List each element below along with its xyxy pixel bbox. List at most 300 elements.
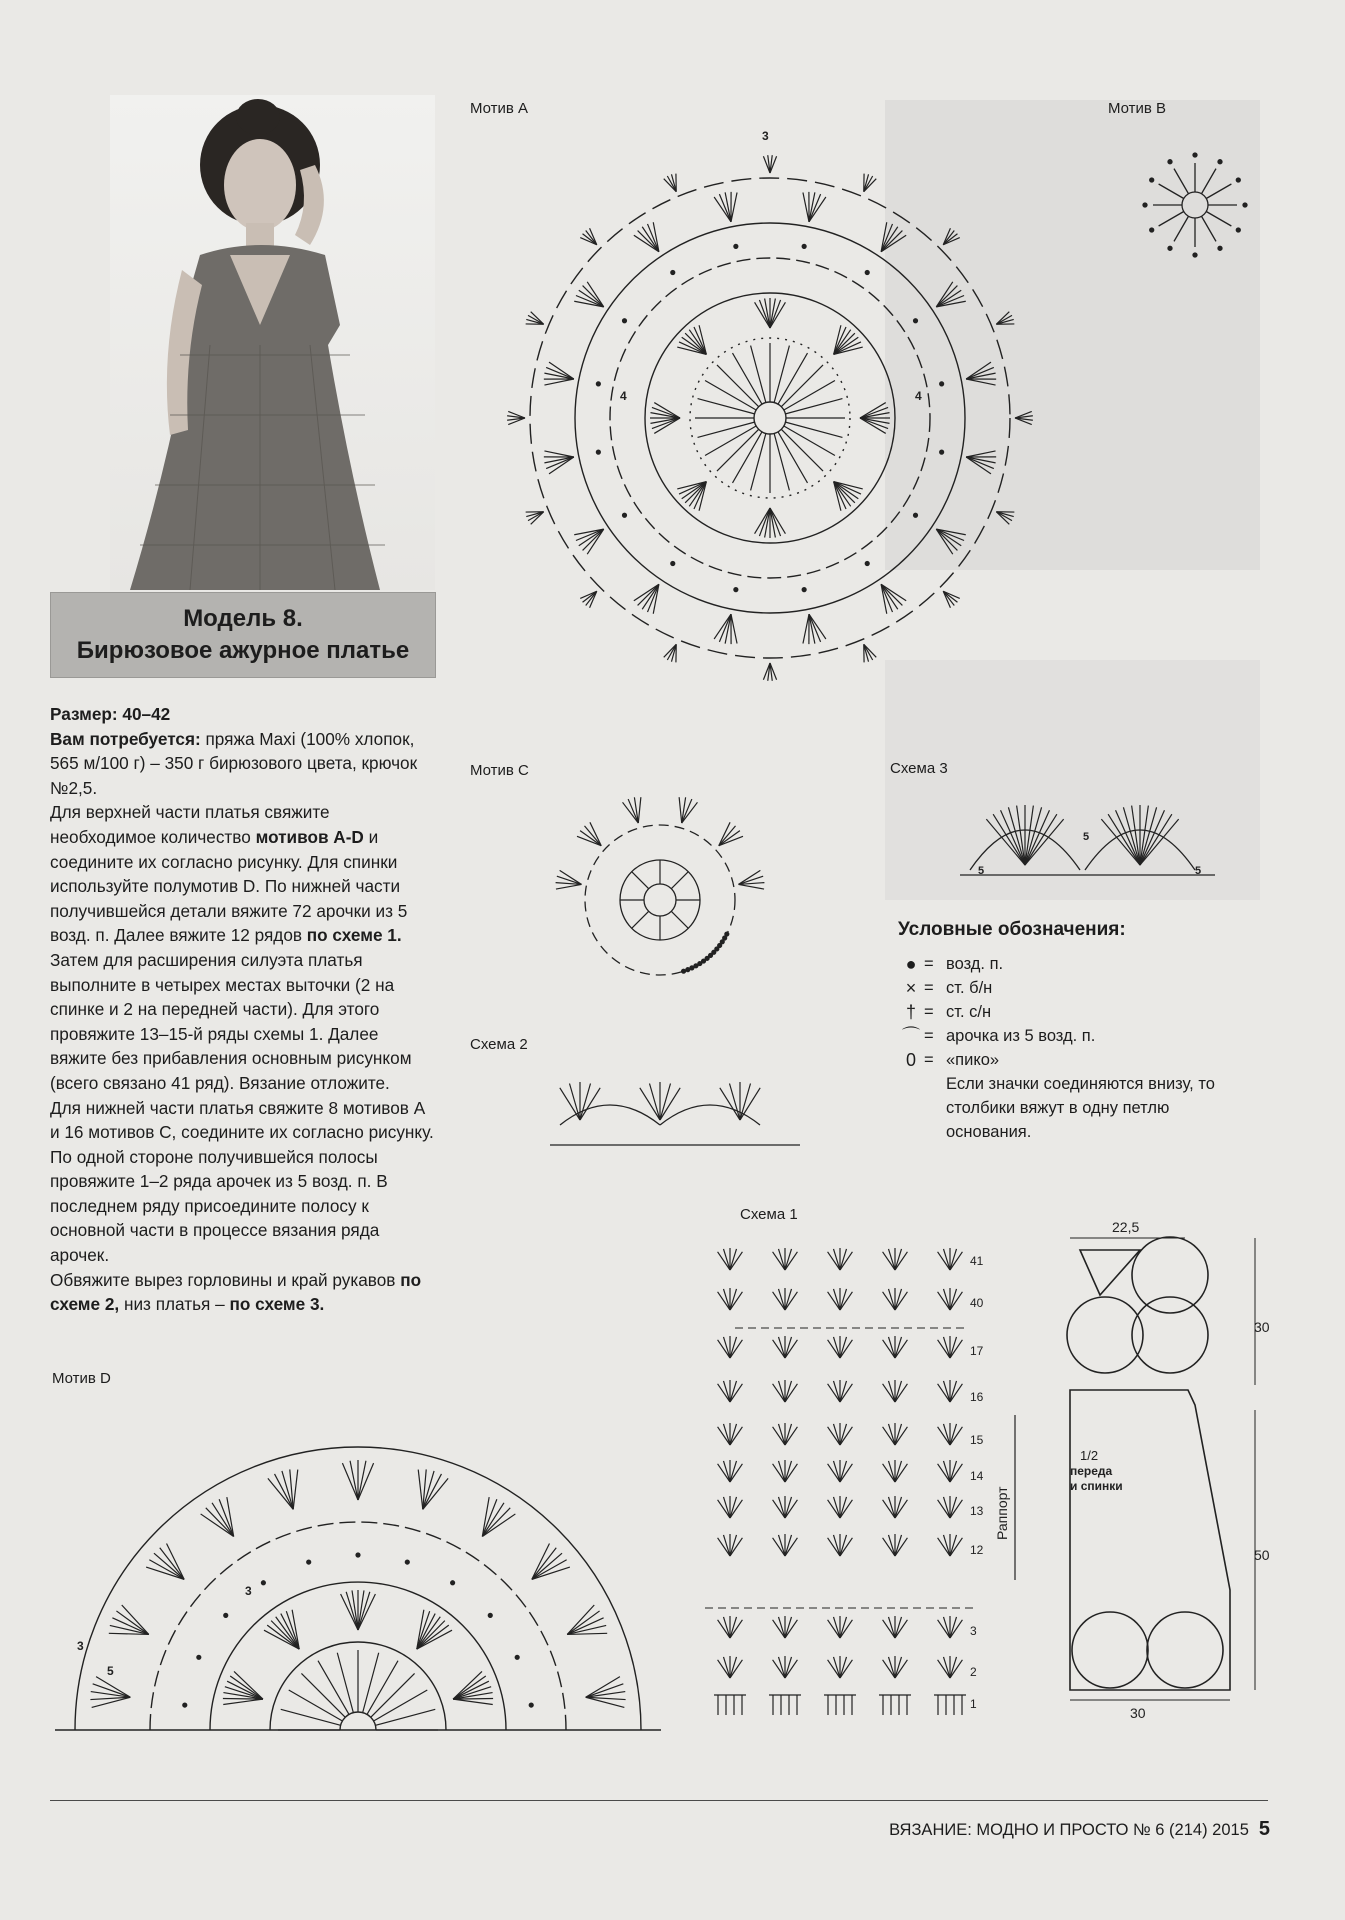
motif-b-diagram	[1130, 140, 1260, 270]
stitch-mark	[778, 1461, 785, 1482]
stitch-mark	[122, 1605, 149, 1634]
chain-dot	[1193, 253, 1197, 257]
stitch-mark	[950, 1500, 962, 1518]
stitch-mark	[778, 1657, 785, 1678]
stitch-mark	[803, 614, 809, 643]
stitch-mark	[828, 1292, 840, 1310]
article-title-box	[50, 592, 436, 678]
stitch-mark	[632, 911, 649, 928]
motif-d-number: 5	[107, 1664, 114, 1678]
stitch-mark	[773, 1500, 785, 1518]
motif-a-number: 4	[620, 389, 627, 403]
chain-dot	[1168, 246, 1172, 250]
chain-dot	[698, 962, 702, 966]
paragraph-1c: и соедините их согласно рисунку. Для спинки используйте полумотив D. По нижней части получившейся детали вяжите 72 арочки из 5 возд. п. Далее вяжите 12 рядов	[50, 826, 408, 946]
scheme-3-label: Схема 3	[890, 760, 948, 777]
stitch-mark	[423, 1478, 448, 1509]
stitch-mark	[785, 1292, 797, 1310]
chain-dot	[686, 968, 690, 972]
stitch-mark	[950, 1289, 957, 1310]
stitch-mark	[730, 1500, 742, 1518]
model-photo	[110, 95, 435, 590]
stitch-mark	[289, 1690, 343, 1721]
stitch-mark	[833, 1657, 840, 1678]
stitch-mark	[730, 1340, 742, 1358]
stitch-mark	[1123, 807, 1140, 865]
chain-dot	[1236, 228, 1240, 232]
chain-dot	[865, 562, 869, 566]
stitch-mark	[733, 353, 763, 404]
stitch-mark	[895, 1249, 902, 1270]
stitch-mark	[1202, 216, 1217, 241]
stitch-mark	[532, 1548, 556, 1580]
stitch-mark	[785, 1461, 792, 1482]
stitch-mark	[740, 1088, 760, 1120]
stitch-mark	[544, 451, 573, 457]
stitch-mark	[268, 1478, 293, 1509]
stitch-mark	[895, 1538, 907, 1556]
stitch-mark	[828, 1427, 840, 1445]
stitch-mark	[1140, 807, 1157, 865]
stitch-mark	[833, 1289, 840, 1310]
stitch-mark	[950, 1617, 957, 1638]
stitch-mark	[895, 1252, 907, 1270]
stitch-mark	[778, 1535, 785, 1556]
chain-dot	[940, 382, 944, 386]
stitch-mark	[840, 1620, 852, 1638]
stitch-mark	[544, 379, 573, 385]
legend-row: ⌒ = арочка из 5 возд. п.	[898, 1024, 1238, 1048]
model-photo-drawing	[110, 95, 435, 590]
chain-dot	[682, 969, 686, 973]
stitch-mark	[773, 1427, 785, 1445]
stitch-mark	[723, 1617, 730, 1638]
chain-dot	[1236, 178, 1240, 182]
chain-dot	[1193, 153, 1197, 157]
stitch-mark	[785, 1252, 797, 1270]
stitch-mark	[774, 346, 789, 403]
x-icon: ×	[905, 978, 917, 998]
motif-c-diagram	[520, 780, 810, 990]
stitch-mark	[418, 1470, 423, 1510]
stitch-mark	[293, 1470, 298, 1510]
stitch-mark	[785, 1340, 797, 1358]
stitch-mark	[803, 192, 809, 221]
legend-row: ● = возд. п.	[898, 952, 1238, 976]
chain-dot	[1218, 160, 1222, 164]
dimension-bottom: 30	[1130, 1705, 1146, 1721]
scheme-3-number: 5	[978, 865, 985, 877]
stitch-mark	[778, 1249, 785, 1270]
chain-dot	[515, 1655, 519, 1659]
chain-dot	[734, 588, 738, 592]
stitch-mark	[723, 1337, 730, 1358]
stitch-mark	[784, 381, 835, 411]
stitch-mark	[730, 1497, 737, 1518]
chain-dot	[865, 270, 869, 274]
stitch-mark	[773, 1252, 785, 1270]
chain-dot	[940, 450, 944, 454]
paragraph-1b: мотивов A-D	[255, 826, 364, 847]
stitch-mark	[943, 1535, 950, 1556]
stitch-mark	[556, 884, 582, 889]
stitch-mark	[778, 1424, 785, 1445]
instructions-text	[50, 702, 436, 1317]
stitch-mark	[318, 1661, 349, 1715]
stitch-mark	[718, 1252, 730, 1270]
stitch-mark	[895, 1461, 902, 1482]
chain-dot	[734, 244, 738, 248]
row-number: 3	[970, 1624, 977, 1638]
motif-d-diagram	[45, 1385, 695, 1755]
stitch-mark	[840, 1497, 847, 1518]
stitch-mark	[840, 1289, 847, 1310]
chain-dot	[914, 319, 918, 323]
stitch-mark	[1008, 807, 1025, 865]
stitch-mark	[751, 433, 766, 490]
stitch-mark	[785, 1660, 797, 1678]
stitch-mark	[718, 1464, 730, 1482]
stitch-mark	[888, 1497, 895, 1518]
picot-icon: 0	[905, 1050, 916, 1070]
row-number: 14	[970, 1469, 984, 1483]
stitch-mark	[276, 1617, 300, 1649]
stitch-mark	[828, 1384, 840, 1402]
stitch-mark	[895, 1337, 902, 1358]
stitch-mark	[895, 1424, 902, 1445]
stitch-mark	[895, 1497, 902, 1518]
stitch-mark	[723, 1535, 730, 1556]
stitch-mark	[718, 1538, 730, 1556]
article-title-line-1: Модель 8.	[183, 605, 303, 632]
stitch-mark	[938, 1538, 950, 1556]
stitch-mark	[778, 432, 808, 483]
legend-text: ст. с/н	[946, 1003, 992, 1021]
stitch-mark	[883, 1340, 895, 1358]
stitch-mark	[358, 1463, 374, 1500]
stitch-mark	[833, 1337, 840, 1358]
stitch-mark	[950, 1292, 962, 1310]
stitch-mark	[785, 1538, 797, 1556]
chain-dot	[694, 964, 698, 968]
stitch-mark	[281, 1709, 341, 1725]
stitch-mark	[417, 1617, 441, 1649]
motif-c-label: Мотив С	[470, 762, 529, 779]
stitch-mark	[671, 911, 688, 928]
stitch-mark	[895, 1292, 907, 1310]
chain-dot	[671, 270, 675, 274]
stitch-mark	[833, 1461, 840, 1482]
stitch-mark	[717, 365, 759, 407]
stitch-mark	[346, 1592, 358, 1630]
stitch-mark	[671, 872, 688, 889]
stitch-mark	[532, 1553, 562, 1579]
stitch-mark	[840, 1657, 847, 1678]
chain-dot	[1150, 178, 1154, 182]
stitch-mark	[938, 1464, 950, 1482]
stitch-mark	[950, 1381, 957, 1402]
stitch-mark	[718, 1620, 730, 1638]
stitch-mark	[840, 1292, 852, 1310]
stitch-mark	[950, 1384, 962, 1402]
stitch-mark	[718, 1427, 730, 1445]
paragraph-2: Для нижней части платья свяжите 8 мотивов A и 16 мотивов C, соедините их согласно рисунку. По одной стороне получившейся полосы провяжите 1–2 ряда арочек из 5 возд. п. В последнем ряду присоедините полосу к основной части в процессе вязания ряда арочек.	[50, 1097, 434, 1266]
stitch-mark	[888, 1535, 895, 1556]
stitch-mark	[738, 884, 764, 889]
article-title-line-2: Бирюзовое ажурное платье	[76, 637, 410, 664]
motif-a-diagram	[470, 100, 922, 715]
stitch-mark	[883, 1464, 895, 1482]
stitch-mark	[1206, 212, 1231, 227]
scheme-3-diagram	[950, 770, 1225, 885]
chain-dot	[405, 1560, 409, 1564]
stitch-mark	[1206, 184, 1231, 199]
stitch-mark	[1025, 807, 1042, 865]
stitch-mark	[1202, 169, 1217, 194]
stitch-mark	[785, 1657, 792, 1678]
chain-dot	[1168, 160, 1172, 164]
stitch-mark	[840, 1249, 847, 1270]
stitch-mark	[895, 1464, 907, 1482]
stitch-mark	[723, 1249, 730, 1270]
legend-text: возд. п.	[946, 955, 1004, 973]
stitch-mark	[950, 1620, 962, 1638]
stitch-mark	[895, 1620, 907, 1638]
stitch-mark	[453, 1699, 493, 1704]
stitch-mark	[417, 1625, 449, 1649]
stitch-mark	[723, 1289, 730, 1310]
stitch-mark	[730, 1289, 737, 1310]
stitch-mark	[883, 1292, 895, 1310]
stitch-mark	[1159, 184, 1184, 199]
stitch-mark	[895, 1617, 902, 1638]
stitch-mark	[773, 1340, 785, 1358]
chain-dot	[914, 513, 918, 517]
stitch-mark	[91, 1692, 131, 1698]
paragraph-1e: Затем для расширения силуэта платья выполните в четырех местах выточки (2 на спинке и 2 на передней части). Для этого провяжите 13–15-й ряды схемы 1. Далее вяжите без прибавления основным рисунком (всего связано 41 ряд). Вязание отложите.	[50, 949, 412, 1093]
stitch-mark	[730, 1249, 737, 1270]
paragraph-3a: Обвяжите вырез горловины и край рукавов	[50, 1269, 401, 1290]
stitch-mark	[895, 1384, 907, 1402]
stitch-mark	[640, 1088, 660, 1120]
stitch-mark	[840, 1617, 847, 1638]
chain-dot	[197, 1655, 201, 1659]
chain-dot	[596, 450, 600, 454]
stitch-mark	[883, 1620, 895, 1638]
stitch-mark	[833, 1381, 840, 1402]
stitch-mark	[730, 1292, 742, 1310]
stitch-mark	[938, 1660, 950, 1678]
stitch-mark	[785, 1500, 797, 1518]
motif-a-number: 3	[762, 129, 769, 143]
stitch-mark	[943, 1337, 950, 1358]
arch-icon: ⌒	[902, 1026, 920, 1046]
dot-icon: ●	[905, 954, 917, 974]
chain-dot	[1218, 246, 1222, 250]
stitch-mark	[1159, 212, 1184, 227]
stitch-mark	[840, 1461, 847, 1482]
scheme-3-number: 5	[1195, 865, 1202, 877]
stitch-mark	[895, 1500, 907, 1518]
dimension-top: 22,5	[1112, 1219, 1140, 1235]
stitch-mark	[730, 1617, 737, 1638]
stitch-mark	[950, 1252, 962, 1270]
chain-dot	[802, 588, 806, 592]
stitch-mark	[781, 429, 823, 471]
dagger-icon: †	[905, 1002, 916, 1022]
stitch-mark	[733, 432, 763, 483]
chain-dot	[671, 562, 675, 566]
paragraph-1d: по схеме 1.	[306, 925, 402, 946]
stitch-mark	[778, 1381, 785, 1402]
row-number: 40	[970, 1296, 984, 1310]
stitch-mark	[840, 1427, 852, 1445]
stitch-mark	[718, 1500, 730, 1518]
stitch-mark	[781, 365, 823, 407]
stitch-mark	[883, 1500, 895, 1518]
stitch-mark	[730, 1252, 742, 1270]
stitch-mark	[730, 1660, 742, 1678]
stitch-mark	[785, 1497, 792, 1518]
stitch-mark	[833, 1617, 840, 1638]
stitch-mark	[950, 1535, 957, 1556]
stitch-mark	[720, 1088, 740, 1120]
chain-dot	[224, 1613, 228, 1617]
stitch-mark	[785, 1249, 792, 1270]
stitch-mark	[723, 1381, 730, 1402]
stitch-mark	[888, 1381, 895, 1402]
stitch-mark	[828, 1500, 840, 1518]
stitch-mark	[785, 399, 842, 414]
row-number: 41	[970, 1254, 984, 1268]
stitch-mark	[730, 1464, 742, 1482]
dimension-right-bottom: 50	[1254, 1547, 1270, 1563]
stitch-mark	[363, 1653, 379, 1713]
stitch-mark	[950, 1427, 962, 1445]
motif-a-label: Мотив А	[470, 100, 529, 117]
chain-dot	[596, 382, 600, 386]
stitch-mark	[943, 1617, 950, 1638]
stitch-mark	[1174, 216, 1189, 241]
stitch-mark	[785, 1337, 792, 1358]
stitch-mark	[828, 1252, 840, 1270]
materials-label: Вам потребуется:	[50, 728, 201, 749]
stitch-mark	[778, 1497, 785, 1518]
stitch-mark	[950, 1660, 962, 1678]
scheme-1-rows	[714, 1248, 966, 1715]
motif-d-spokes	[90, 1460, 625, 1730]
stitch-mark	[730, 1424, 737, 1445]
stitch-mark	[828, 1464, 840, 1482]
stitch-mark	[723, 1497, 730, 1518]
legend-row: 0 = «пико»	[898, 1048, 1238, 1072]
motif-a-number: 4	[915, 389, 922, 403]
dimension-right-top: 30	[1254, 1319, 1270, 1335]
stitch-mark	[950, 1497, 957, 1518]
stitch-mark	[567, 1618, 603, 1635]
stitch-mark	[731, 614, 737, 643]
stitch-mark	[567, 1605, 594, 1634]
stitch-mark	[883, 1384, 895, 1402]
stitch-mark	[938, 1427, 950, 1445]
piece-label-1: переда	[1070, 1464, 1113, 1478]
stitch-mark	[883, 1660, 895, 1678]
chain-dot	[622, 513, 626, 517]
stitch-mark	[938, 1500, 950, 1518]
stitch-mark	[943, 1249, 950, 1270]
stitch-mark	[230, 1676, 263, 1699]
chain-dot	[183, 1703, 187, 1707]
stitch-mark	[730, 1381, 737, 1402]
stitch-mark	[1174, 169, 1189, 194]
stitch-mark	[731, 192, 737, 221]
stitch-mark	[154, 1553, 184, 1579]
piece-fraction: 1/2	[1080, 1448, 1099, 1463]
stitch-mark	[840, 1464, 852, 1482]
row-number: 13	[970, 1504, 984, 1518]
stitch-mark	[638, 797, 641, 823]
stitch-mark	[337, 1653, 353, 1713]
stitch-mark	[888, 1617, 895, 1638]
stitch-mark	[773, 1292, 785, 1310]
stitch-mark	[888, 1657, 895, 1678]
row-number: 2	[970, 1665, 977, 1679]
stitch-mark	[358, 1461, 366, 1500]
legend-note: Если значки соединяются внизу, то столбики вяжут в одну петлю основания.	[946, 1075, 1215, 1141]
stitch-mark	[698, 422, 755, 437]
stitch-mark	[888, 1249, 895, 1270]
stitch-mark	[943, 1381, 950, 1402]
scheme-2-label: Схема 2	[470, 1036, 528, 1053]
stitch-mark	[350, 1461, 358, 1500]
stitch-mark	[950, 1464, 962, 1482]
legend-text: арочка из 5 возд. п.	[946, 1027, 1096, 1045]
stitch-mark	[730, 1535, 737, 1556]
stitch-mark	[453, 1676, 486, 1699]
stitch-mark	[751, 346, 766, 403]
materials-text: пряжа Maxi (100% хлопок, 565 м/100 г) – 350 г бирюзового цвета, крючок №2,5.	[50, 728, 418, 798]
stitch-mark	[784, 426, 835, 456]
stitch-mark	[840, 1384, 852, 1402]
paragraph-3d: по схеме 3.	[229, 1294, 325, 1315]
stitch-mark	[560, 1088, 580, 1120]
stitch-mark	[112, 1618, 148, 1635]
stitch-mark	[580, 1083, 591, 1120]
row-number: 15	[970, 1433, 984, 1447]
stitch-mark	[773, 1464, 785, 1482]
stitch-mark	[785, 1427, 797, 1445]
stitch-mark	[840, 1340, 852, 1358]
stitch-mark	[705, 381, 756, 411]
stitch-mark	[943, 1424, 950, 1445]
stitch-mark	[223, 1699, 263, 1704]
chain-dot	[356, 1553, 360, 1557]
stitch-mark	[950, 1337, 957, 1358]
row-number: 12	[970, 1543, 984, 1557]
stitch-mark	[660, 1083, 671, 1120]
stitch-mark	[950, 1657, 957, 1678]
stitch-mark	[895, 1535, 902, 1556]
stitch-mark	[950, 1461, 957, 1482]
stitch-mark	[730, 1538, 742, 1556]
scheme-2-diagram	[540, 1050, 810, 1155]
stitch-mark	[632, 872, 649, 889]
stitch-mark	[730, 1384, 742, 1402]
stitch-mark	[371, 1673, 415, 1717]
stitch-mark	[718, 1660, 730, 1678]
stitch-mark	[883, 1252, 895, 1270]
stitch-mark	[840, 1660, 852, 1678]
